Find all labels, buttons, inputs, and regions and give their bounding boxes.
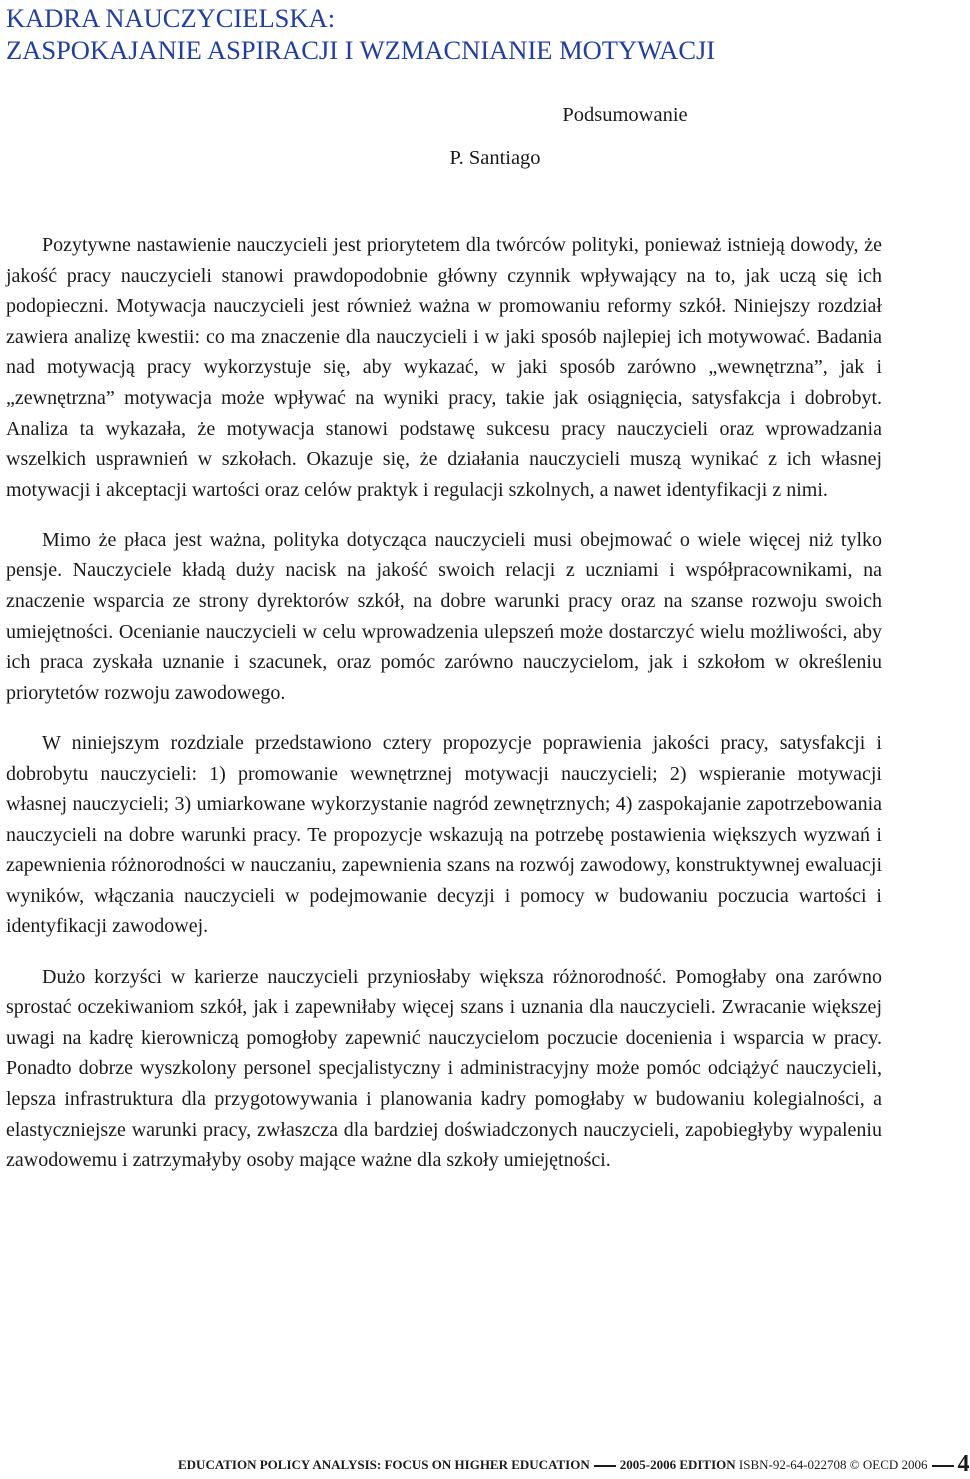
page-number: 4 <box>957 1451 970 1477</box>
footer-isbn: ISBN-92-64-022708 <box>738 1457 847 1472</box>
footer-publication: EDUCATION POLICY ANALYSIS: FOCUS ON HIGHER EDUCATION <box>178 1457 590 1472</box>
footer-copyright: © OECD 2006 <box>849 1457 928 1472</box>
author-name: P. Santiago <box>449 147 541 169</box>
footer-dash-2 <box>932 1465 954 1467</box>
footer-edition: 2005-2006 EDITION <box>619 1457 736 1472</box>
document-title <box>6 2 715 66</box>
paragraph-1: Pozytywne nastawienie nauczycieli jest priorytetem dla twórców polityki, ponieważ istnieją dowody, że jakość pracy nauczycieli stanowi prawdopodobnie główny czynnik wpływający na to, jak uczą się ich podopieczni. Motywacja nauczycieli jest również ważna w promowaniu reformy szkół. Niniejszy rozdział zawiera analizę kwestii: co ma znaczenie dla nauczycieli i w jaki sposób najlepiej ich motywować. Badania nad motywacją pracy wykorzystuje się, aby wykazać, w jaki sposób zarówno „wewnętrzna”, jak i „zewnętrzna” motywacja może wpływać na wyniki pracy, takie jak osiągnięcia, satysfakcja i dobrobyt. Analiza ta wykazała, że motywacja stanowi podstawę sukcesu pracy nauczycieli oraz wprowadzania wszelkich usprawnień w szkołach. Okazuje się, że działania nauczycieli muszą wynikać z ich własnej motywacji i akceptacji wartości oraz celów praktyk i regulacji szkolnych, a nawet identyfikacji z nimi. <box>6 234 882 501</box>
page-footer <box>178 1451 970 1477</box>
body-text <box>6 230 882 1195</box>
paragraph-3: W niniejszym rozdziale przedstawiono cztery propozycje poprawienia jakości pracy, satysfakcji i dobrobytu nauczycieli: 1) promowanie wewnętrznej motywacji nauczycieli; 2) wspieranie motywacji własnej nauczycieli; 3) umiarkowane wykorzystanie nagród zewnętrznych; 4) zaspokajanie zapotrzebowania nauczycieli na dobre warunki pracy. Te propozycje wskazują na potrzebę postawienia większych wyzwań i zapewnienia różnorodności w nauczaniu, zapewnienia szans na rozwój zawodowy, konstruktywnej ewaluacji wyników, włączania nauczycieli w podejmowanie decyzji i pomocy w budowaniu poczucia wartości i identyfikacji zawodowej. <box>6 731 882 938</box>
paragraph-4: Dużo korzyści w karierze nauczycieli przyniosłaby większa różnorodność. Pomogłaby ona zarówno sprostać oczekiwaniom szkół, jak i zapewniłaby więcej szans i uznania dla nauczycieli. Zwracanie większej uwagi na kadrę kierowniczą pomogłoby zapewnić nauczycielom poczucie docenienia i wsparcia w pracy. Ponadto dobrze wyszkolony personel specjalistyczny i administracyjny może pomóc odciążyć nauczycieli, lepsza infrastruktura dla przygotowywania i planowania kadry pomogłaby w budowaniu kolegialności, a elastyczniejsze warunki pracy, zwłaszcza dla bardziej doświadczonych nauczycieli, zapobiegłyby wypaleniu zawodowemu i zatrzymałyby osoby mające ważne dla szkoły umiejętności. <box>6 965 882 1172</box>
paragraph-2: Mimo że płaca jest ważna, polityka dotycząca nauczycieli musi obejmować o wiele więcej niż tylko pensje. Nauczyciele kładą duży nacisk na jakość swoich relacji z uczniami i współpracownikami, na znaczenie wsparcia ze strony dyrektorów szkół, na dobre warunki pracy oraz na szanse rozwoju swoich umiejętności. Ocenianie nauczycieli w celu wprowadzenia ulepszeń może dostarczyć wielu możliwości, aby ich praca zyskała uznanie i szacunek, oraz pomóc zarówno nauczycielom, jak i szkołom w określeniu priorytetów rozwoju zawodowego. <box>6 528 882 704</box>
footer-dash <box>594 1465 616 1467</box>
title-line-2: ZASPOKAJANIE ASPIRACJI I WZMACNIANIE MOTYWACJI <box>6 35 716 65</box>
section-label: Podsumowanie <box>562 104 688 126</box>
title-line-1: KADRA NAUCZYCIELSKA: <box>6 3 336 33</box>
section-heading <box>0 101 960 172</box>
